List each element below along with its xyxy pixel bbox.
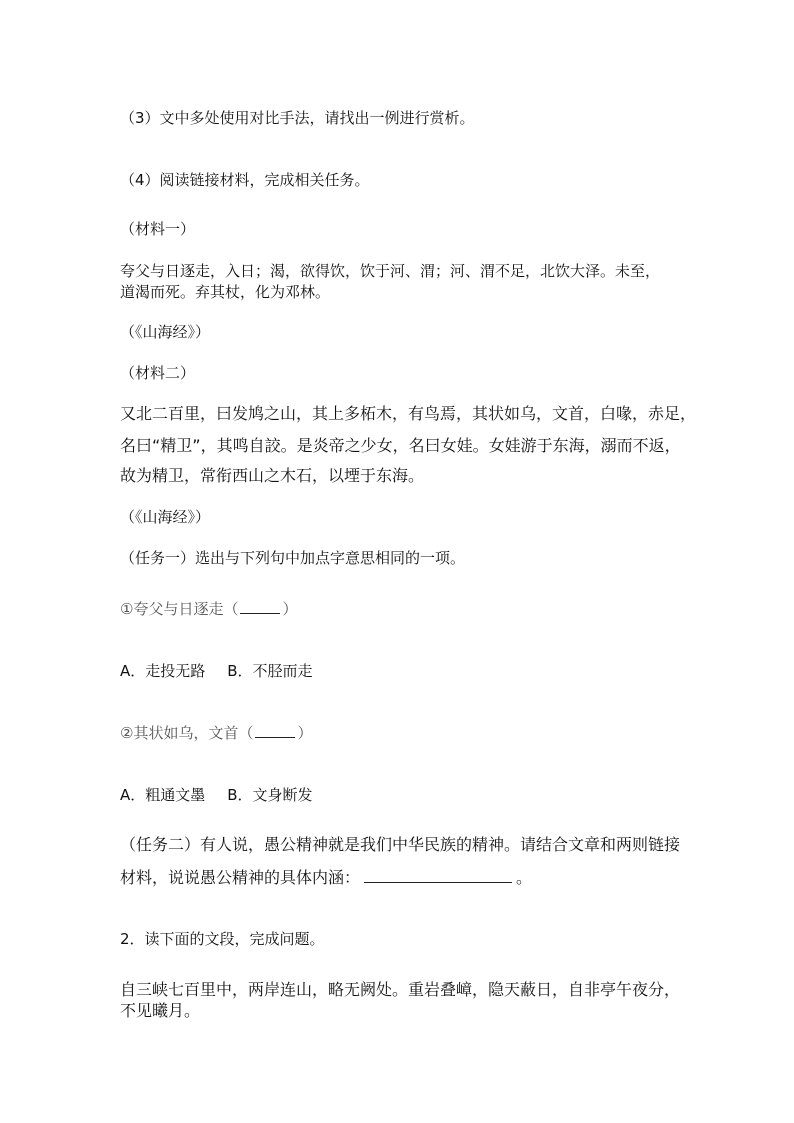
material-2-text-line-3: 故为精卫，常衔西山之木石，以堙于东海。 bbox=[120, 466, 425, 485]
task-1-title: （任务一）选出与下列句中加点字意思相同的一项。 bbox=[120, 549, 466, 567]
task-1-item-2 bbox=[120, 723, 312, 743]
task-2-line-2 bbox=[120, 868, 532, 888]
task-1-item-1-close: ） bbox=[282, 600, 298, 618]
option-b-1: B．不胫而走 bbox=[227, 662, 313, 680]
task-2-line-2-text: 材料，说说愚公精神的具体内涵： bbox=[120, 868, 361, 887]
material-1-text-line-1: 夸父与日逐走，入日；渴，欲得饮，饮于河、渭；河、渭不足，北饮大泽。未至， bbox=[120, 262, 661, 280]
question-2-title: 2．读下面的文段，完成问题。 bbox=[120, 930, 325, 948]
option-a-2: A．粗通文墨 bbox=[120, 786, 206, 804]
answer-blank-1[interactable] bbox=[240, 599, 280, 614]
task-1-item-1 bbox=[120, 599, 297, 619]
task-1-item-1-options bbox=[120, 661, 313, 681]
question-4: （4）阅读链接材料，完成相关任务。 bbox=[120, 171, 370, 189]
material-2-text-line-1: 又北二百里，曰发鸠之山，其上多柘木，有鸟焉，其状如乌，文首，白喙，赤足， bbox=[120, 404, 697, 423]
task-2-end: 。 bbox=[516, 868, 533, 887]
task-1-item-1-stem: ①夸父与日逐走（ bbox=[120, 600, 239, 618]
answer-blank-2[interactable] bbox=[255, 723, 295, 738]
material-2-source: （《山海经》） bbox=[120, 508, 211, 526]
task-1-item-2-close: ） bbox=[297, 724, 313, 742]
task-1-item-2-stem: ②其状如乌，文首（ bbox=[120, 724, 254, 742]
question-2-text-line-2: 不见曦月。 bbox=[120, 1001, 201, 1020]
option-b-2: B．文身断发 bbox=[227, 786, 313, 804]
option-a-1: A．走投无路 bbox=[120, 662, 206, 680]
question-2-text-line-1: 自三峡七百里中，两岸连山，略无阙处。重岩叠嶂，隐天蔽日，自非亭午夜分， bbox=[120, 980, 681, 999]
material-2-text-line-2: 名曰“精卫”，其鸣自詨。是炎帝之少女，名曰女娃。女娃游于东海，溺而不返， bbox=[120, 436, 681, 455]
task-2-line-1: （任务二）有人说，愚公精神就是我们中华民族的精神。请结合文章和两则链接 bbox=[120, 835, 681, 854]
answer-blank-3[interactable] bbox=[364, 868, 512, 883]
material-1-text-line-2: 道渴而死。弃其杖，化为邓林。 bbox=[120, 283, 331, 301]
task-1-item-2-options bbox=[120, 785, 313, 805]
material-2-label: （材料二） bbox=[120, 364, 196, 382]
question-3: （3）文中多处使用对比手法，请找出一例进行赏析。 bbox=[120, 109, 475, 127]
material-1-source: （《山海经》） bbox=[120, 323, 211, 341]
material-1-label: （材料一） bbox=[120, 220, 196, 238]
